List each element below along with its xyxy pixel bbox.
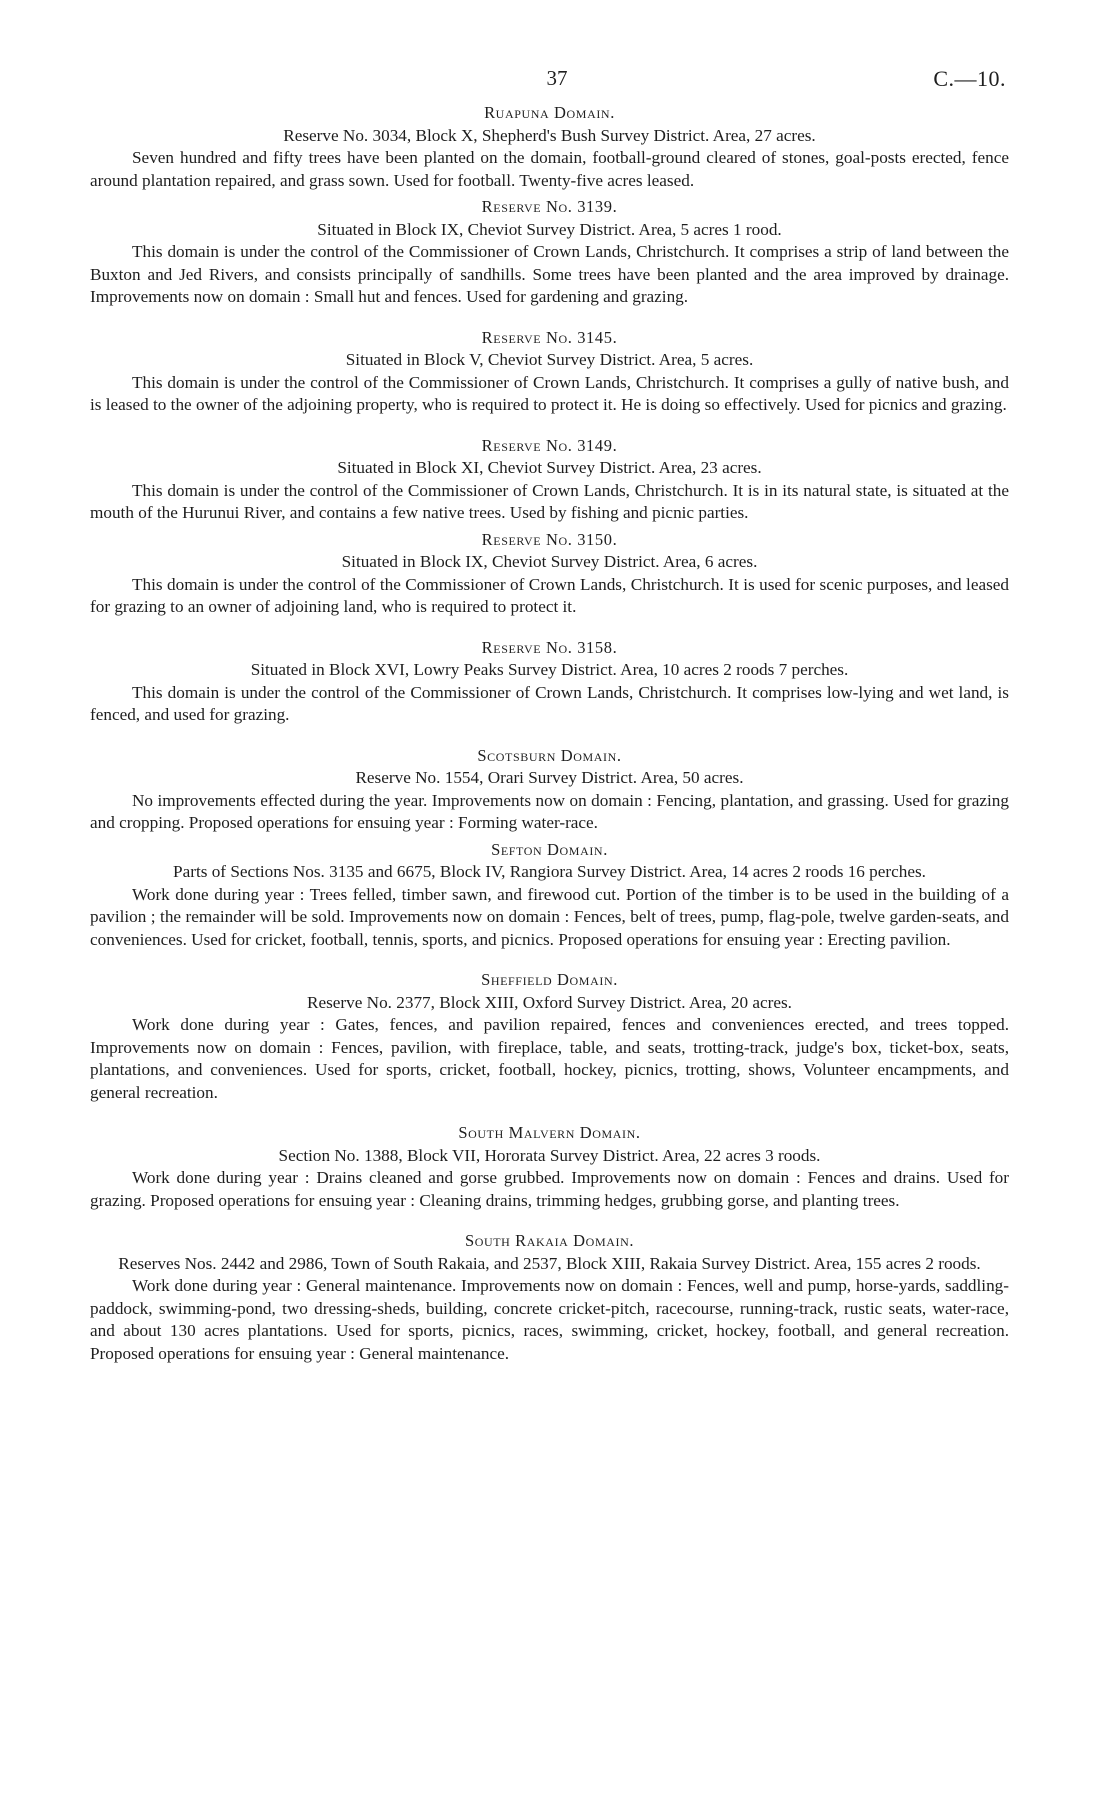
section-body: Work done during year : Drains cleaned and gorse grubbed. Improvements now on domain : Fences and drains. Used for grazing. Proposed operations for ensuing year : Cleaning drains, trimming hedges, grubbing gorse, and planting trees. [90, 1168, 1009, 1210]
section-south-malvern-domain [90, 1122, 1009, 1212]
page-content [90, 102, 1009, 1383]
section-location: Situated in Block IX, Cheviot Survey District. Area, 6 acres. [341, 552, 758, 571]
document-reference: C.—10. [933, 66, 1006, 91]
section-body: Work done during year : Trees felled, timber sawn, and firewood cut. Portion of the timber is to be used in the building of a pavilion ; the remainder will be sold. Improvements now on domain : Fences, belt of trees, pump, flag-pole, twelve garden-seats, and conveniences. Used for cricket, football, tennis, sports, and picnics. Proposed operations for ensuing year : Erecting pavilion. [90, 884, 1009, 949]
section-body: This domain is under the control of the Commissioner of Crown Lands, Christchurch. It is used for scenic purposes, and leased for grazing to an owner of adjoining land, who is required to protect it. [90, 574, 1009, 616]
section-location: Situated in Block XI, Cheviot Survey District. Area, 23 acres. [337, 458, 762, 477]
section-body: This domain is under the control of the Commissioner of Crown Lands, Christchurch. It comprises low-lying and wet land, is fenced, and used for grazing. [90, 682, 1009, 724]
section-body: This domain is under the control of the Commissioner of Crown Lands, Christchurch. It is in its natural state, is situated at the mouth of the Hurunui River, and contains a few native trees. Used by fishing and picnic parties. [90, 480, 1009, 522]
section-location: Reserve No. 2377, Block XIII, Oxford Survey District. Area, 20 acres. [307, 992, 792, 1012]
section-location: Reserves Nos. 2442 and 2986, Town of South Rakaia, and 2537, Block XIII, Rakaia Survey District. Area, 155 acres 2 roods. [118, 1253, 981, 1273]
section-heading: Reserve No. 3149. [481, 435, 618, 455]
section-heading: South Rakaia Domain. [464, 1231, 635, 1250]
section-ruapuna-domain [90, 102, 1009, 192]
section-heading: Scotsburn Domain. [477, 745, 622, 765]
section-heading: Sheffield Domain. [481, 970, 618, 989]
section-reserve-3149 [90, 435, 1009, 525]
section-body: Work done during year : General maintenance. Improvements now on domain : Fences, well and pump, horse-yards, saddling-paddock, swimming-pond, two dressing-sheds, building, concrete cricket-pitch, racecourse, running-track, rustic seats, water-race, and about 130 acres plantations. Used for sports, picnics, races, swimming, cricket, hockey, football, and general recreation. Proposed operations for ensuing year : General maintenance. [90, 1276, 1009, 1363]
section-sefton-domain [90, 839, 1009, 952]
section-location: Parts of Sections Nos. 3135 and 6675, Block IV, Rangiora Survey District. Area, 14 acres 2 roods 16 perches. [173, 862, 926, 881]
section-heading: Reserve No. 3158. [481, 637, 618, 657]
section-location: Situated in Block V, Cheviot Survey District. Area, 5 acres. [345, 350, 754, 369]
section-body: This domain is under the control of the Commissioner of Crown Lands, Christchurch. It comprises a strip of land between the Buxton and Jed Rivers, and consists principally of sandhills. Some trees have been planted and the area improved by drainage. Improvements now on domain : Small hut and fences. Used for gardening and grazing. [90, 242, 1009, 306]
section-heading: Reserve No. 3150. [481, 529, 618, 549]
page-number: 37 [546, 66, 568, 90]
section-body: This domain is under the control of the Commissioner of Crown Lands, Christchurch. It comprises a gully of native bush, and is leased to the owner of the adjoining property, who is required to protect it. He is doing so effectively. Used for picnics and grazing. [90, 372, 1009, 414]
section-reserve-3139 [90, 196, 1009, 309]
section-scotsburn-domain [90, 745, 1009, 835]
section-heading: Sefton Domain. [491, 839, 608, 859]
section-heading: Reserve No. 3145. [481, 327, 618, 347]
section-location: Situated in Block XVI, Lowry Peaks Survey District. Area, 10 acres 2 roods 7 perches. [250, 660, 849, 679]
section-heading: Reserve No. 3139. [481, 197, 618, 216]
section-heading: South Malvern Domain. [458, 1123, 641, 1142]
section-south-rakaia-domain [90, 1230, 1009, 1365]
section-reserve-3145 [90, 327, 1009, 417]
section-location: Section No. 1388, Block VII, Hororata Survey District. Area, 22 acres 3 roods. [278, 1145, 821, 1165]
section-reserve-3150 [90, 529, 1009, 619]
section-location: Situated in Block IX, Cheviot Survey District. Area, 5 acres 1 rood. [317, 219, 782, 239]
section-location: Reserve No. 1554, Orari Survey District. Area, 50 acres. [355, 768, 744, 787]
section-location: Reserve No. 3034, Block X, Shepherd's Bush Survey District. Area, 27 acres. [283, 125, 816, 145]
section-heading: Ruapuna Domain. [484, 103, 615, 122]
section-reserve-3158 [90, 637, 1009, 727]
section-body: Work done during year : Gates, fences, and pavilion repaired, fences and conveniences erected, and trees topped. Improvements now on domain : Fences, pavilion, with fireplace, table, and seats, trotting-track, judge's box, ticket-box, seats, plantations, and conveniences. Used for sports, cricket, football, hockey, picnics, trotting, shows, Volunteer encampments, and general recreation. [90, 1015, 1009, 1102]
section-body: Seven hundred and fifty trees have been planted on the domain, football-ground cleared of stones, goal-posts erected, fence around plantation repaired, and grass sown. Used for football. Twenty-five acres leased. [90, 148, 1009, 190]
section-sheffield-domain [90, 969, 1009, 1104]
section-body: No improvements effected during the year. Improvements now on domain : Fencing, plantation, and grassing. Used for grazing and cropping. Proposed operations for ensuing year : Forming water-race. [90, 790, 1009, 832]
